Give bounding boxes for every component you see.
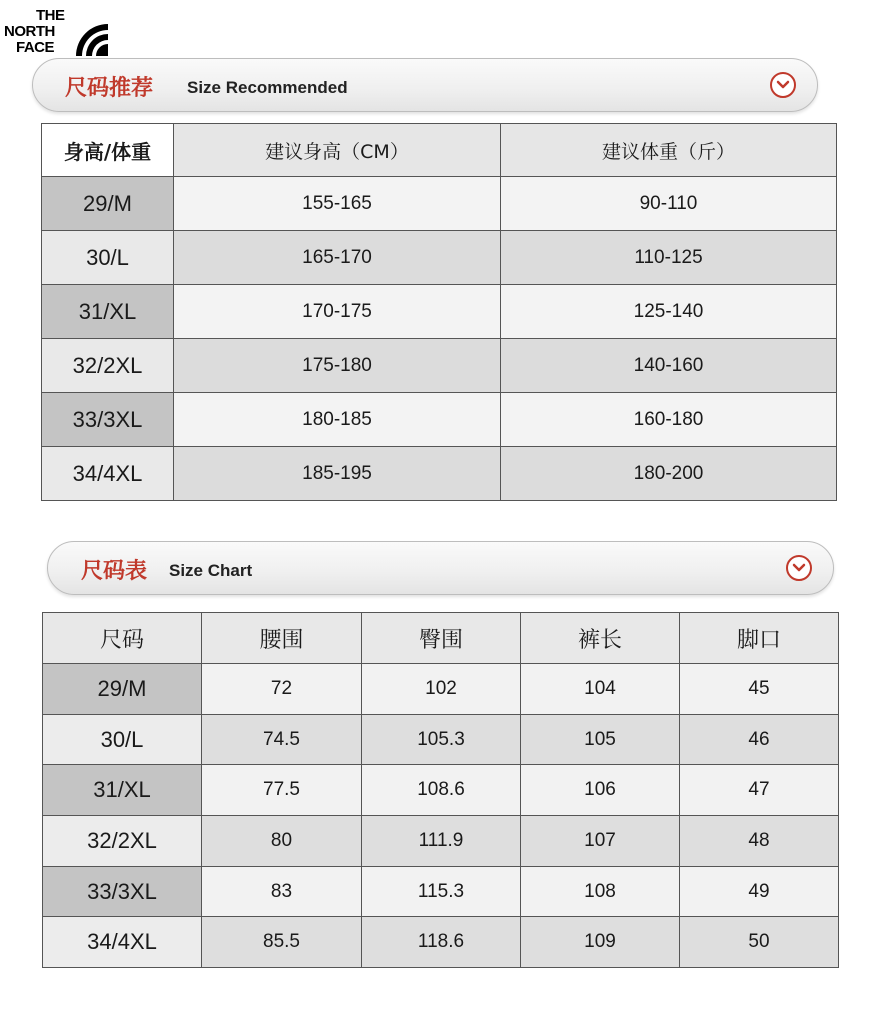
size-cell: 29/M <box>42 177 174 231</box>
table-row <box>43 816 839 867</box>
table-row <box>42 231 837 285</box>
north-face-logo-icon <box>70 18 108 56</box>
height-cell: 180-185 <box>174 393 501 447</box>
leg-opening-cell: 45 <box>680 664 839 715</box>
size-cell: 30/L <box>43 714 202 765</box>
brand-line-2: NORTH <box>4 23 55 40</box>
leg-opening-cell: 49 <box>680 866 839 917</box>
column-header: 尺码 <box>43 613 202 664</box>
section-title-en: Size Recommended <box>187 78 348 97</box>
table-row <box>42 285 837 339</box>
waist-cell: 83 <box>202 866 362 917</box>
table-row <box>43 664 839 715</box>
height-cell: 165-170 <box>174 231 501 285</box>
size-cell: 31/XL <box>43 765 202 816</box>
size-cell: 30/L <box>42 231 174 285</box>
size-recommended-header <box>32 58 818 112</box>
height-cell: 185-195 <box>174 447 501 501</box>
table-row <box>43 765 839 816</box>
leg-opening-cell: 46 <box>680 714 839 765</box>
height-cell: 175-180 <box>174 339 501 393</box>
chevron-down-icon[interactable] <box>770 72 796 98</box>
column-header: 腰围 <box>202 613 362 664</box>
table-row <box>43 866 839 917</box>
weight-cell: 180-200 <box>501 447 837 501</box>
weight-cell: 160-180 <box>501 393 837 447</box>
section-title-en: Size Chart <box>169 561 253 580</box>
brand-line-3: FACE <box>16 39 55 56</box>
size-cell: 34/4XL <box>42 447 174 501</box>
table-row <box>43 714 839 765</box>
hip-cell: 108.6 <box>362 765 521 816</box>
table-row <box>42 393 837 447</box>
column-header: 建议身高（CM） <box>174 124 501 177</box>
size-cell: 32/2XL <box>43 816 202 867</box>
waist-cell: 74.5 <box>202 714 362 765</box>
leg-opening-cell: 47 <box>680 765 839 816</box>
size-cell: 29/M <box>43 664 202 715</box>
hip-cell: 118.6 <box>362 917 521 968</box>
size-cell: 33/3XL <box>43 866 202 917</box>
length-cell: 107 <box>521 816 680 867</box>
length-cell: 104 <box>521 664 680 715</box>
length-cell: 108 <box>521 866 680 917</box>
table-row <box>42 177 837 231</box>
column-header: 裤长 <box>521 613 680 664</box>
size-cell: 34/4XL <box>43 917 202 968</box>
leg-opening-cell: 48 <box>680 816 839 867</box>
height-cell: 170-175 <box>174 285 501 339</box>
table-row <box>42 339 837 393</box>
chevron-down-icon[interactable] <box>786 555 812 581</box>
brand-line-1: THE <box>36 7 65 24</box>
waist-cell: 72 <box>202 664 362 715</box>
size-cell: 33/3XL <box>42 393 174 447</box>
weight-cell: 90-110 <box>501 177 837 231</box>
hip-cell: 111.9 <box>362 816 521 867</box>
weight-cell: 140-160 <box>501 339 837 393</box>
length-cell: 105 <box>521 714 680 765</box>
column-header: 臀围 <box>362 613 521 664</box>
waist-cell: 85.5 <box>202 917 362 968</box>
section-title-cn: 尺码表 <box>81 559 148 584</box>
hip-cell: 115.3 <box>362 866 521 917</box>
hip-cell: 105.3 <box>362 714 521 765</box>
table-header-row <box>42 124 837 177</box>
column-header: 身高/体重 <box>42 124 174 177</box>
length-cell: 106 <box>521 765 680 816</box>
column-header: 脚口 <box>680 613 839 664</box>
weight-cell: 110-125 <box>501 231 837 285</box>
weight-cell: 125-140 <box>501 285 837 339</box>
size-chart-header <box>47 541 834 595</box>
size-chart-table <box>42 612 839 968</box>
leg-opening-cell: 50 <box>680 917 839 968</box>
section-title-cn: 尺码推荐 <box>65 76 154 101</box>
column-header: 建议体重（斤） <box>501 124 837 177</box>
table-row <box>43 917 839 968</box>
size-cell: 32/2XL <box>42 339 174 393</box>
length-cell: 109 <box>521 917 680 968</box>
waist-cell: 80 <box>202 816 362 867</box>
table-row <box>42 447 837 501</box>
hip-cell: 102 <box>362 664 521 715</box>
table-header-row <box>43 613 839 664</box>
size-cell: 31/XL <box>42 285 174 339</box>
waist-cell: 77.5 <box>202 765 362 816</box>
brand-logo <box>4 6 108 56</box>
height-cell: 155-165 <box>174 177 501 231</box>
size-recommended-table <box>41 123 837 501</box>
